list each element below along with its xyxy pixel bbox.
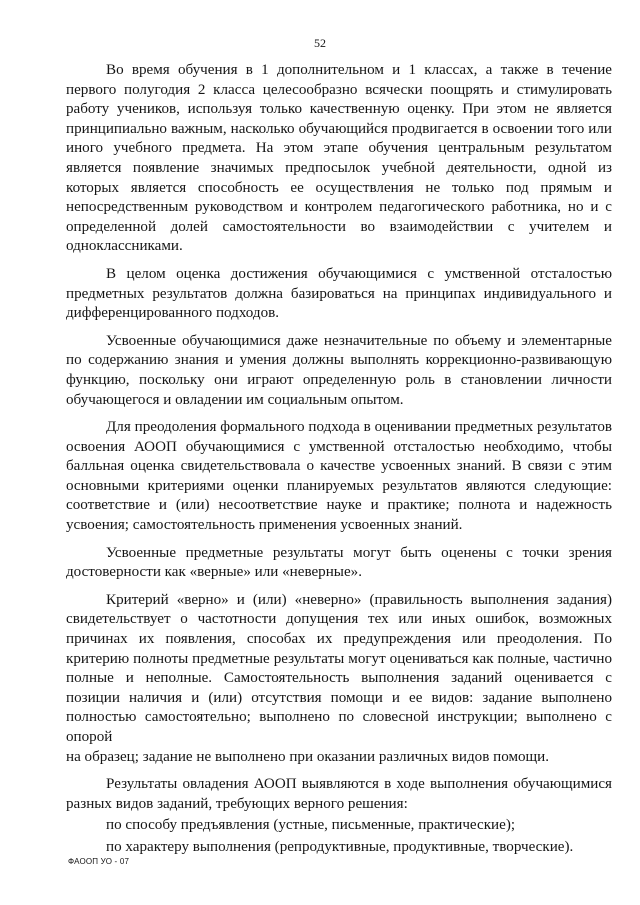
footer-document-code: ФАООП УО - 07	[68, 857, 130, 866]
paragraph-2: В целом оценка достижения обучающимися с умственной отсталостью предметных результатов должна базироваться на принципах индивидуального и дифференцированного подходов.	[66, 265, 612, 322]
page-number: 52	[314, 36, 326, 50]
document-body	[66, 61, 612, 858]
paragraph-1: Во время обучения в 1 дополнительном и 1 классах, а также в течение первого полугодия 2 класса целесообразно всячески поощрять и стимулировать работу учеников, используя только качественную оценку. При этом не является принципиально важным, насколько обучающийся продвигается в освоении того или иного учебного предмета. На этом этапе обучения центральным результатом является появление значимых предпосылок учебной деятельности, одной из которых является способность ее осуществления не только под прямым и непосредственным руководством и контролем педагогического работника, но и с определенной долей самостоятельности во взаимодействии с учителем и одноклассниками.	[66, 62, 612, 255]
list-item-execution-character: по характеру выполнения (репродуктивные, продуктивные, творческие).	[106, 838, 574, 855]
list-item-presentation-method: по способу предъявления (устные, письменные, практические);	[106, 817, 516, 834]
paragraph-6-continuation: на образец; задание не выполнено при оказании различных видов помощи.	[66, 748, 550, 765]
paragraph-7: Результаты овладения АООП выявляются в ходе выполнения обучающимися разных видов заданий, требующих верного решения:	[66, 776, 612, 812]
paragraph-3: Усвоенные обучающимися даже незначительные по объему и элементарные по содержанию знания и умения должны выполнять коррекционно-развивающую функцию, поскольку они играют определенную роль в становлении личности обучающегося и овладении им социальным опытом.	[66, 332, 612, 408]
paragraph-6: Критерий «верно» и (или) «неверно» (правильность выполнения задания) свидетельствует о частотности допущения тех или иных ошибок, возможных причинах их появления, способах их предупреждения или преодоления. По критерию полноты предметные результаты могут оцениваться как полные, частично полные и неполные. Самостоятельность выполнения заданий оценивается с позиции наличия и (или) отсутствия помощи и ее видов: задание выполнено полностью самостоятельно; выполнено по словесной инструкции; выполнено с опорой	[66, 591, 612, 745]
paragraph-4: Для преодоления формального подхода в оценивании предметных результатов освоения АООП обучающимися с умственной отсталостью необходимо, чтобы балльная оценка свидетельствовала о качестве усвоенных знаний. В связи с этим основными критериями оценки планируемых результатов являются следующие: соответствие и (или) несоответствие науке и практике; полнота и надежность усвоения; самостоятельность применения усвоенных знаний.	[66, 419, 612, 534]
paragraph-5: Усвоенные предметные результаты могут быть оценены с точки зрения достоверности как «верные» или «неверные».	[66, 544, 612, 581]
